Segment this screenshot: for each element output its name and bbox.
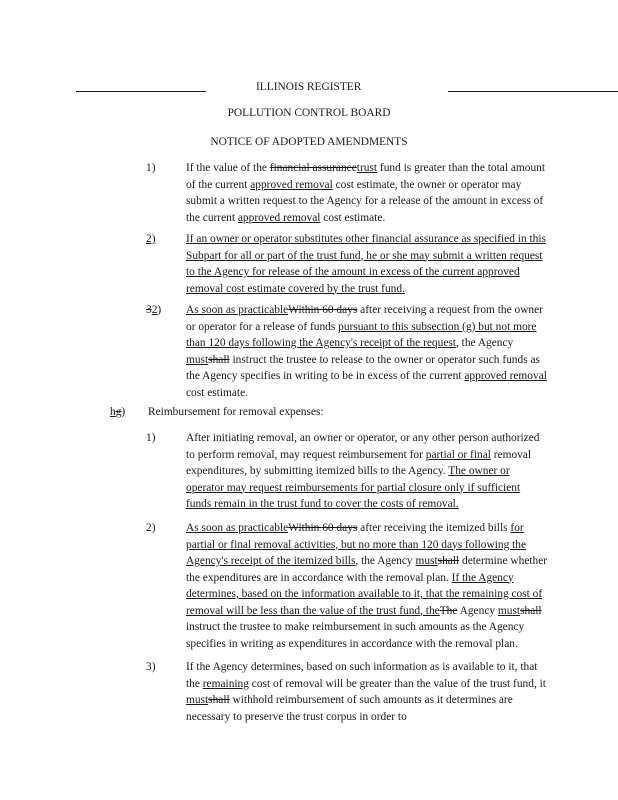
section-heading xyxy=(148,404,324,421)
subitem-text xyxy=(186,659,548,725)
inserted-text: must xyxy=(186,353,209,366)
notice-title: NOTICE OF ADOPTED AMENDMENTS xyxy=(210,136,408,148)
deleted-text: shall xyxy=(208,694,230,706)
text-run: determine whether the expenditures are in accordance with the removal plan. xyxy=(186,555,548,584)
subitem-number: 3) xyxy=(146,661,156,673)
text-run: After initiating removal, an owner or operator, or any other person authorized to perform removal, may request reimbursement for xyxy=(186,432,540,461)
text-run: Agency xyxy=(457,604,498,617)
inserted-text: must xyxy=(186,694,209,706)
inserted-text: h xyxy=(110,406,116,418)
text-run: after receiving the itemized bills xyxy=(357,522,511,534)
subitem-number: 1) xyxy=(146,432,156,444)
section-number xyxy=(110,404,125,421)
text-run: removal expenditures, by submitting itemized bills to the Agency. xyxy=(186,448,532,477)
inserted-text: If an owner or operator substitutes other financial assurance as specified in this Subpart for all or part of the trust fund, he or she may submit a written request to the Agency for release of the amount in excess of the current approved removal cost estimate covered by the trust fund. xyxy=(186,233,546,295)
text-run: cost estimate. xyxy=(320,211,386,224)
inserted-text: As soon as practicable xyxy=(186,522,289,534)
inserted-text: 2 xyxy=(151,304,158,316)
deleted-text: shall xyxy=(437,555,460,567)
header-rule-right xyxy=(448,91,618,92)
deleted-text: Within 60 days xyxy=(288,304,358,316)
inserted-text: partial or final xyxy=(425,448,491,461)
inserted-text: approved removal xyxy=(464,370,547,382)
inserted-text: 2) xyxy=(146,233,156,245)
register-header xyxy=(76,79,548,95)
inserted-text: approved removal xyxy=(237,211,321,224)
text-run: Reimbursement for removal expenses: xyxy=(148,406,324,418)
text-run: instruct the trustee to release to the owner or operator such funds as the Agency specifies in writing to be in excess of the current xyxy=(186,353,540,382)
text-run: ) xyxy=(157,304,162,316)
inserted-text: pursuant to this subsection (g) but not more than 120 days following the Agency's receipt of the request xyxy=(186,320,537,349)
text-run: cost of removal will be greater than the value of the trust fund, it xyxy=(248,677,546,690)
text-run: instruct the trustee to make reimbursement in such amounts as the Agency specifies in writing as expenditures in accordance with the removal plan. xyxy=(186,621,525,650)
inserted-text: If the Agency determines, based on the information available to it, that the remaining cost of removal will be less than the value of the trust fund, the xyxy=(186,571,543,617)
deleted-text: Within 60 days xyxy=(288,522,358,534)
text-run: , the Agency xyxy=(355,555,416,567)
inserted-text: must xyxy=(497,604,521,617)
deleted-text: financial assurance xyxy=(269,162,357,174)
board-name: POLLUTION CONTROL BOARD xyxy=(227,107,391,119)
register-title: ILLINOIS REGISTER xyxy=(256,81,362,93)
text-run: If the Agency determines, based on such information as is available to it, that the xyxy=(186,661,538,690)
inserted-text: As soon as practicable xyxy=(186,304,289,316)
subitem-text xyxy=(186,520,548,652)
text-run: ) xyxy=(121,406,126,418)
subitem-number: 2) xyxy=(146,522,156,534)
inserted-text: for partial or final removal activities, but no more than 120 days following the Agency's receipt of the itemized bills xyxy=(186,522,527,567)
deleted-text: g xyxy=(115,406,122,418)
inserted-text: must xyxy=(415,555,438,567)
text-run: after receiving a request from the owner or operator for a release of funds xyxy=(186,304,543,333)
text-run: cost estimate. xyxy=(186,386,248,399)
deleted-text: shall xyxy=(520,604,542,617)
inserted-text: approved removal xyxy=(250,178,333,191)
text-run: cost estimate, the owner or operator may submit a written request to the Agency for a release of the amount in excess of the current xyxy=(186,178,544,224)
item-text xyxy=(186,302,548,401)
item-number: 1) xyxy=(146,162,156,174)
deleted-text: The xyxy=(439,604,458,617)
inserted-text: remaining xyxy=(202,677,249,690)
item-text xyxy=(186,231,548,297)
inserted-text: The owner or operator may request reimbursements for partial closure only if sufficient funds remain in the trust fund to cover the costs of removal. xyxy=(186,465,521,510)
text-run: fund is greater than the total amount of the current xyxy=(186,162,546,191)
inserted-text: trust xyxy=(356,162,378,174)
deleted-text: shall xyxy=(208,353,230,366)
item-number xyxy=(146,231,156,248)
text-run: withhold reimbursement of such amounts as it determines are necessary to preserve the trust corpus in order to xyxy=(186,694,513,723)
item-text xyxy=(186,160,548,226)
header-rule-left xyxy=(76,91,206,92)
subitem-text xyxy=(186,430,548,513)
text-run: , the Agency xyxy=(455,337,514,349)
item-number xyxy=(146,302,161,319)
deleted-text: 3 xyxy=(146,304,152,316)
text-run: If the value of the xyxy=(186,162,270,174)
